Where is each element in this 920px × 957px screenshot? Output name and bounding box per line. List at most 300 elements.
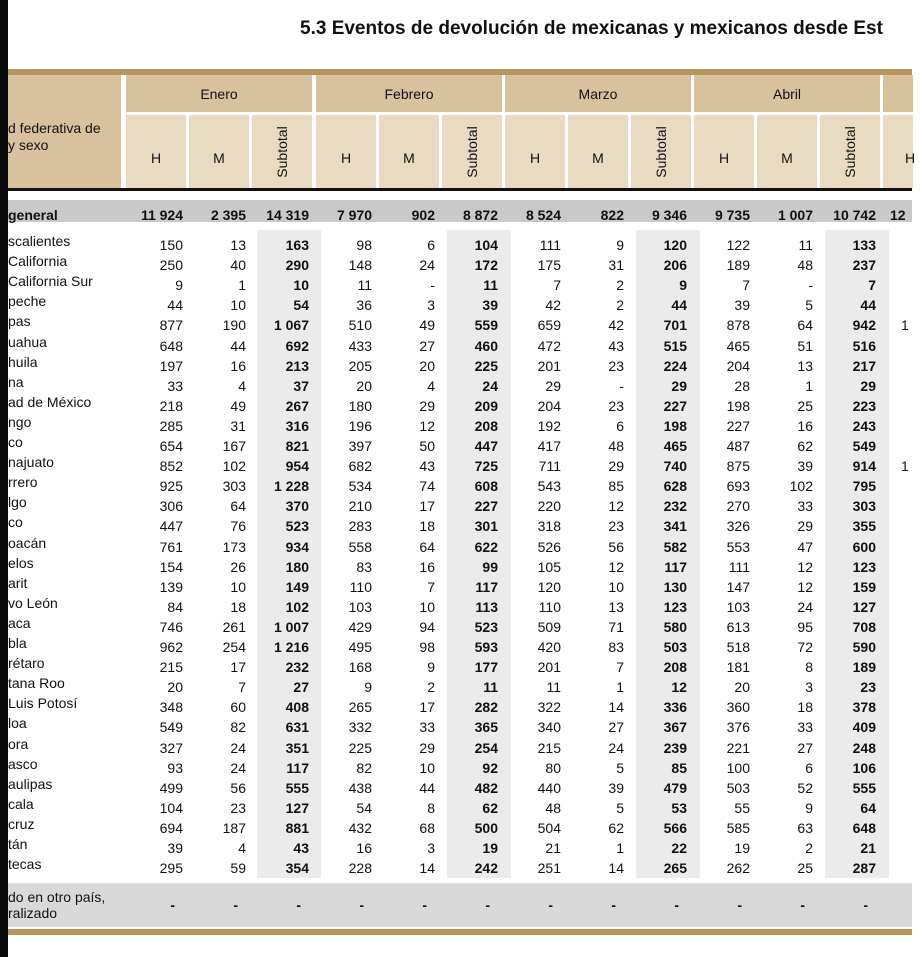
- m-cell: 10: [419, 598, 435, 615]
- table-row: [8, 636, 912, 656]
- row-label: ora: [8, 735, 29, 752]
- header-stub-line1: d federativa de: [8, 120, 101, 136]
- m-cell: 49: [230, 397, 246, 414]
- h-cell: 55: [734, 799, 750, 816]
- subtotal-cell: 566: [663, 819, 687, 836]
- subtotal-cell: 149: [285, 578, 309, 595]
- h-cell: 265: [348, 699, 372, 716]
- general-cell: 8 524: [525, 207, 561, 223]
- footer-cell: -: [359, 897, 364, 913]
- m-cell: 173: [222, 538, 246, 555]
- h-cell: 228: [348, 860, 372, 877]
- subtotal-cell: 465: [663, 438, 687, 454]
- h-cell: 654: [159, 438, 183, 454]
- subtotal-cell: 555: [852, 779, 876, 796]
- footer-cell: -: [611, 897, 616, 913]
- table-row: [8, 375, 912, 395]
- h-cell: 495: [348, 639, 372, 655]
- h-cell: 543: [537, 478, 561, 495]
- subtotal-cell: 106: [852, 759, 876, 776]
- h-cell: 197: [159, 357, 183, 374]
- subtotal-cell: 447: [474, 438, 498, 454]
- m-cell: 102: [222, 458, 246, 475]
- m-cell: 44: [419, 779, 435, 796]
- table-row: [8, 716, 912, 736]
- h-cell: 420: [537, 639, 561, 655]
- row-label: lgo: [8, 494, 27, 511]
- m-cell: 23: [608, 518, 624, 535]
- h-cell: 98: [356, 237, 372, 253]
- subtotal-cell: 11: [483, 679, 498, 696]
- subtotal-cell: 127: [852, 598, 876, 615]
- row-label: cala: [8, 795, 34, 812]
- subtotal-cell: 10: [293, 277, 309, 294]
- m-cell: 29: [608, 458, 624, 475]
- row-label: oacán: [8, 534, 47, 551]
- h-cell: 122: [726, 237, 750, 253]
- h-cell: 180: [348, 397, 372, 414]
- h-cell: 120: [537, 578, 561, 595]
- header-subtotal-label: Subtotal: [464, 125, 480, 178]
- table-row: [8, 355, 912, 375]
- m-cell: 13: [230, 237, 246, 253]
- header-month-febrero: Febrero: [316, 75, 502, 112]
- m-cell: 17: [419, 699, 435, 716]
- subtotal-cell: 120: [663, 237, 687, 253]
- m-cell: 12: [608, 498, 624, 515]
- subtotal-cell: 254: [474, 739, 498, 756]
- m-cell: 13: [608, 598, 624, 615]
- general-cell: 11 924: [140, 207, 183, 223]
- row-label: California Sur: [8, 273, 93, 290]
- subtotal-cell: 237: [852, 257, 876, 274]
- row-label: rétaro: [8, 655, 45, 672]
- subtotal-cell: 12: [671, 679, 687, 696]
- subtotal-cell: 648: [852, 819, 876, 836]
- subtotal-cell: 117: [664, 558, 687, 575]
- subtotal-cell: 172: [474, 257, 498, 274]
- h-cell: 518: [726, 639, 750, 655]
- m-cell: 1: [805, 377, 813, 394]
- header-stub-label: [8, 120, 101, 154]
- footer-cell: -: [170, 897, 175, 913]
- subtotal-cell: 43: [293, 840, 309, 856]
- h-cell: 225: [348, 739, 372, 756]
- row-label: cruz: [8, 815, 35, 832]
- h-cell: 585: [726, 819, 750, 836]
- subtotal-cell: 378: [852, 699, 876, 716]
- m-cell: 9: [427, 659, 435, 676]
- subtotal-cell: 354: [285, 860, 309, 877]
- subtotal-cell: 19: [482, 840, 498, 856]
- subtotal-cell: 555: [285, 779, 309, 796]
- m-cell: 187: [222, 819, 246, 836]
- general-cell: 7 970: [336, 207, 372, 223]
- h-cell: 306: [159, 498, 183, 515]
- subtotal-cell: 104: [474, 237, 498, 253]
- m-cell: 3: [805, 679, 813, 696]
- table-row: [8, 616, 912, 636]
- m-cell: 95: [797, 618, 813, 635]
- h-cell: 360: [726, 699, 750, 716]
- table-row: [8, 676, 912, 696]
- header-sub-h-febrero: H: [316, 115, 376, 188]
- m-cell: 20: [419, 357, 435, 374]
- m-cell: 6: [427, 237, 435, 253]
- subtotal-cell: 29: [671, 377, 687, 394]
- subtotal-cell: 942: [852, 317, 876, 334]
- m-cell: 49: [419, 317, 435, 334]
- subtotal-cell: 954: [285, 458, 309, 475]
- h-cell: 215: [159, 659, 183, 676]
- m-cell: 64: [419, 538, 435, 555]
- h-cell: 877: [159, 317, 183, 334]
- h-cell: 20: [356, 377, 372, 394]
- subtotal-cell: 206: [663, 257, 687, 274]
- header-stub-cell: [8, 75, 121, 188]
- h-cell: 175: [537, 257, 561, 274]
- m-cell: 12: [797, 578, 813, 595]
- m-cell: 167: [222, 438, 246, 454]
- table-row: [8, 696, 912, 716]
- subtotal-cell: 102: [285, 598, 309, 615]
- h-cell: 148: [348, 257, 372, 274]
- h-cell: 111: [728, 558, 750, 575]
- footer-cell: -: [737, 897, 742, 913]
- h-cell: 44: [167, 297, 183, 314]
- m-cell: 6: [616, 417, 624, 434]
- h-cell: 509: [537, 618, 561, 635]
- m-cell: 94: [419, 618, 435, 635]
- subtotal-cell: 99: [482, 558, 498, 575]
- row-label: aulipas: [8, 775, 53, 792]
- footer-cell: -: [800, 897, 805, 913]
- table-row: [8, 857, 912, 877]
- m-cell: 23: [608, 357, 624, 374]
- general-cell: 9 346: [651, 207, 687, 223]
- table-row: [8, 254, 912, 274]
- subtotal-cell: 217: [852, 357, 876, 374]
- h-cell: 11: [546, 679, 561, 696]
- table-row: [8, 596, 912, 616]
- h-cell: 438: [348, 779, 372, 796]
- m-cell: 26: [230, 558, 246, 575]
- row-label: ad de México: [8, 393, 92, 410]
- header-sub-m-febrero: M: [379, 115, 439, 188]
- m-cell: 72: [797, 639, 813, 655]
- h-cell: 447: [159, 518, 183, 535]
- h-cell: 181: [726, 659, 750, 676]
- subtotal-cell: 282: [474, 699, 498, 716]
- m-cell: 190: [222, 317, 246, 334]
- m-cell: 27: [608, 719, 624, 736]
- m-cell: 33: [419, 719, 435, 736]
- subtotal-cell: 725: [474, 458, 498, 475]
- subtotal-cell: 265: [663, 860, 687, 877]
- row-label: ngo: [8, 413, 32, 430]
- footer-row-label: [8, 889, 105, 921]
- row-label: aca: [8, 614, 31, 631]
- table-row-total-general: [8, 205, 912, 225]
- row-label: asco: [8, 755, 38, 772]
- h-cell: 875: [726, 458, 750, 475]
- h-cell: 925: [159, 478, 183, 495]
- m-cell: 31: [230, 417, 246, 434]
- subtotal-cell: 117: [286, 759, 309, 776]
- header-sub-subtotal-abril: [820, 115, 880, 188]
- row-label: co: [8, 514, 23, 531]
- subtotal-cell: 163: [285, 237, 309, 253]
- general-cell: 12: [890, 207, 906, 223]
- h-cell: 613: [726, 618, 750, 635]
- m-cell: 39: [608, 779, 624, 796]
- subtotal-cell: 44: [671, 297, 687, 314]
- bottom-divider-band: [8, 929, 912, 935]
- h-cell: 7: [742, 277, 750, 294]
- h-cell: 295: [159, 860, 183, 877]
- subtotal-cell: 1 228: [273, 478, 309, 495]
- subtotal-cell: 92: [482, 759, 498, 776]
- subtotal-cell: 243: [852, 417, 876, 434]
- subtotal-cell: 208: [663, 659, 687, 676]
- m-cell: 76: [230, 518, 246, 535]
- h-cell: 429: [348, 618, 372, 635]
- m-cell: 33: [797, 498, 813, 515]
- m-cell: 48: [797, 257, 813, 274]
- subtotal-cell: 523: [474, 618, 498, 635]
- h-cell: 340: [537, 719, 561, 736]
- h-cell: 852: [159, 458, 183, 475]
- h-cell: 100: [726, 759, 750, 776]
- m-cell: 3: [427, 297, 435, 314]
- m-cell: 23: [608, 397, 624, 414]
- h-cell: 553: [726, 538, 750, 555]
- h-cell: 221: [726, 739, 750, 756]
- h-cell: 711: [538, 458, 561, 475]
- h-cell: 210: [348, 498, 372, 515]
- m-cell: 3: [427, 840, 435, 856]
- row-label: huila: [8, 353, 38, 370]
- h-cell: 659: [537, 317, 561, 334]
- h-cell: 7: [553, 277, 561, 294]
- row-label: vo León: [8, 594, 58, 611]
- h-cell: 218: [159, 397, 183, 414]
- m-cell: 102: [789, 478, 813, 495]
- header-stub-line2: y sexo: [8, 137, 49, 153]
- subtotal-cell: 301: [474, 518, 498, 535]
- header-subtotal-label: Subtotal: [274, 125, 290, 178]
- h-cell: 549: [159, 719, 183, 736]
- table-row: [8, 777, 912, 797]
- h-cell: 397: [348, 438, 372, 454]
- subtotal-cell: 180: [285, 558, 309, 575]
- table-row: [8, 475, 912, 495]
- subtotal-cell: 21: [860, 840, 876, 856]
- table-row: [8, 234, 912, 254]
- header-subtotal-label: Subtotal: [653, 125, 669, 178]
- subtotal-cell: 44: [860, 297, 876, 314]
- subtotal-cell: 133: [852, 237, 876, 253]
- h-cell: 526: [537, 538, 561, 555]
- page-title: 5.3 Eventos de devolución de mexicanas y mexicanos desde Est: [300, 18, 883, 39]
- m-cell: 10: [230, 578, 246, 595]
- m-cell: 12: [797, 558, 813, 575]
- h-cell: 104: [159, 799, 183, 816]
- row-label: bla: [8, 635, 27, 651]
- h-cell: 285: [159, 417, 183, 434]
- m-cell: 50: [419, 438, 435, 454]
- table-row: [8, 435, 912, 455]
- header-sub-m-enero: M: [189, 115, 249, 188]
- subtotal-cell: 355: [852, 518, 876, 535]
- subtotal-cell: 23: [860, 679, 876, 696]
- row-label: rrero: [8, 474, 38, 491]
- h-cell: 83: [356, 558, 372, 575]
- m-cell: 24: [797, 598, 813, 615]
- subtotal-cell: 64: [860, 799, 876, 816]
- m-cell: 29: [419, 739, 435, 756]
- h-cell: 510: [348, 317, 372, 334]
- m-cell: 85: [608, 478, 624, 495]
- subtotal-cell: 590: [852, 639, 876, 655]
- subtotal-cell: 287: [852, 860, 876, 877]
- subtotal-cell: 130: [663, 578, 687, 595]
- subtotal-cell: 365: [474, 719, 498, 736]
- row-label: scalientes: [8, 233, 71, 249]
- subtotal-cell: 1 216: [273, 639, 309, 655]
- h-cell: 80: [545, 759, 561, 776]
- row-label: loa: [8, 715, 27, 732]
- subtotal-cell: 821: [285, 438, 309, 454]
- h-cell: 503: [726, 779, 750, 796]
- m-cell: 63: [797, 819, 813, 836]
- m-cell: 12: [419, 417, 435, 434]
- subtotal-cell: 37: [293, 377, 309, 394]
- table-row: [8, 395, 912, 415]
- m-cell: 47: [797, 538, 813, 555]
- table-row: [8, 294, 912, 314]
- subtotal-cell: 239: [663, 739, 687, 756]
- subtotal-cell: 225: [474, 357, 498, 374]
- partial-column-cell: 1: [901, 458, 909, 475]
- h-cell: 251: [537, 860, 561, 877]
- subtotal-cell: 22: [671, 840, 687, 856]
- m-cell: 24: [419, 257, 435, 274]
- m-cell: 18: [797, 699, 813, 716]
- table-row: [8, 495, 912, 515]
- row-label: tecas: [8, 856, 42, 873]
- m-cell: 29: [797, 518, 813, 535]
- subtotal-cell: 9: [679, 277, 687, 294]
- m-cell: 5: [616, 759, 624, 776]
- row-label: uahua: [8, 333, 47, 350]
- subtotal-cell: 351: [285, 739, 309, 756]
- h-cell: 28: [734, 377, 750, 394]
- h-cell: 332: [348, 719, 372, 736]
- m-cell: 7: [238, 679, 246, 696]
- subtotal-cell: 39: [482, 297, 498, 314]
- general-cell: 8 872: [462, 207, 498, 223]
- m-cell: 6: [805, 759, 813, 776]
- m-cell: 14: [608, 860, 624, 877]
- m-cell: 60: [230, 699, 246, 716]
- m-cell: 31: [608, 257, 624, 274]
- subtotal-cell: 523: [285, 518, 309, 535]
- h-cell: 318: [537, 518, 561, 535]
- table-row: [8, 757, 912, 777]
- m-cell: 17: [419, 498, 435, 515]
- m-cell: 303: [222, 478, 246, 495]
- header-sub-m-marzo: M: [568, 115, 628, 188]
- subtotal-cell: 303: [852, 498, 876, 515]
- subtotal-cell: 367: [663, 719, 687, 736]
- subtotal-cell: 622: [474, 538, 498, 555]
- h-cell: 189: [726, 257, 750, 274]
- m-cell: 39: [797, 458, 813, 475]
- m-cell: 10: [230, 297, 246, 314]
- m-cell: 24: [608, 739, 624, 756]
- m-cell: 261: [222, 618, 246, 635]
- row-label: elos: [8, 554, 34, 571]
- footer-cell: -: [548, 897, 553, 913]
- m-cell: 24: [230, 739, 246, 756]
- h-cell: 215: [537, 739, 561, 756]
- h-cell: 326: [726, 518, 750, 535]
- subtotal-cell: 516: [852, 337, 876, 354]
- m-cell: 56: [608, 538, 624, 555]
- m-cell: 27: [797, 739, 813, 756]
- table-row: [8, 274, 912, 294]
- subtotal-cell: 914: [852, 458, 876, 475]
- header-sub-subtotal-febrero: [442, 115, 502, 188]
- subtotal-cell: 227: [663, 397, 687, 414]
- h-cell: 472: [537, 337, 561, 354]
- subtotal-cell: 600: [852, 538, 876, 555]
- m-cell: 16: [230, 357, 246, 374]
- row-label: pas: [8, 313, 31, 330]
- row-label: general: [8, 207, 58, 223]
- m-cell: 4: [238, 840, 246, 856]
- subtotal-cell: 232: [285, 659, 309, 676]
- subtotal-cell: 248: [852, 739, 876, 756]
- footer-cell: -: [485, 897, 490, 913]
- subtotal-cell: 1 007: [273, 618, 309, 635]
- general-cell: 902: [411, 207, 435, 223]
- row-label: arit: [8, 574, 28, 591]
- subtotal-cell: 159: [852, 578, 876, 595]
- footer-row: [8, 883, 912, 927]
- subtotal-cell: 549: [852, 438, 876, 454]
- h-cell: 198: [726, 397, 750, 414]
- subtotal-cell: 341: [663, 518, 687, 535]
- m-cell: 25: [797, 397, 813, 414]
- m-cell: 44: [230, 337, 246, 354]
- table-row: [8, 837, 912, 857]
- subtotal-cell: 113: [475, 598, 498, 615]
- subtotal-cell: 559: [474, 317, 498, 334]
- row-label: Luis Potosí: [8, 695, 78, 712]
- subtotal-cell: 290: [285, 257, 309, 274]
- subtotal-cell: 27: [293, 679, 309, 696]
- m-cell: 56: [230, 779, 246, 796]
- footer-cell: -: [296, 897, 301, 913]
- h-cell: 417: [537, 438, 561, 454]
- general-cell: 2 395: [210, 207, 246, 223]
- h-cell: 204: [726, 357, 750, 374]
- subtotal-cell: 29: [860, 377, 876, 394]
- m-cell: 1: [616, 840, 624, 856]
- row-label: California: [8, 253, 68, 270]
